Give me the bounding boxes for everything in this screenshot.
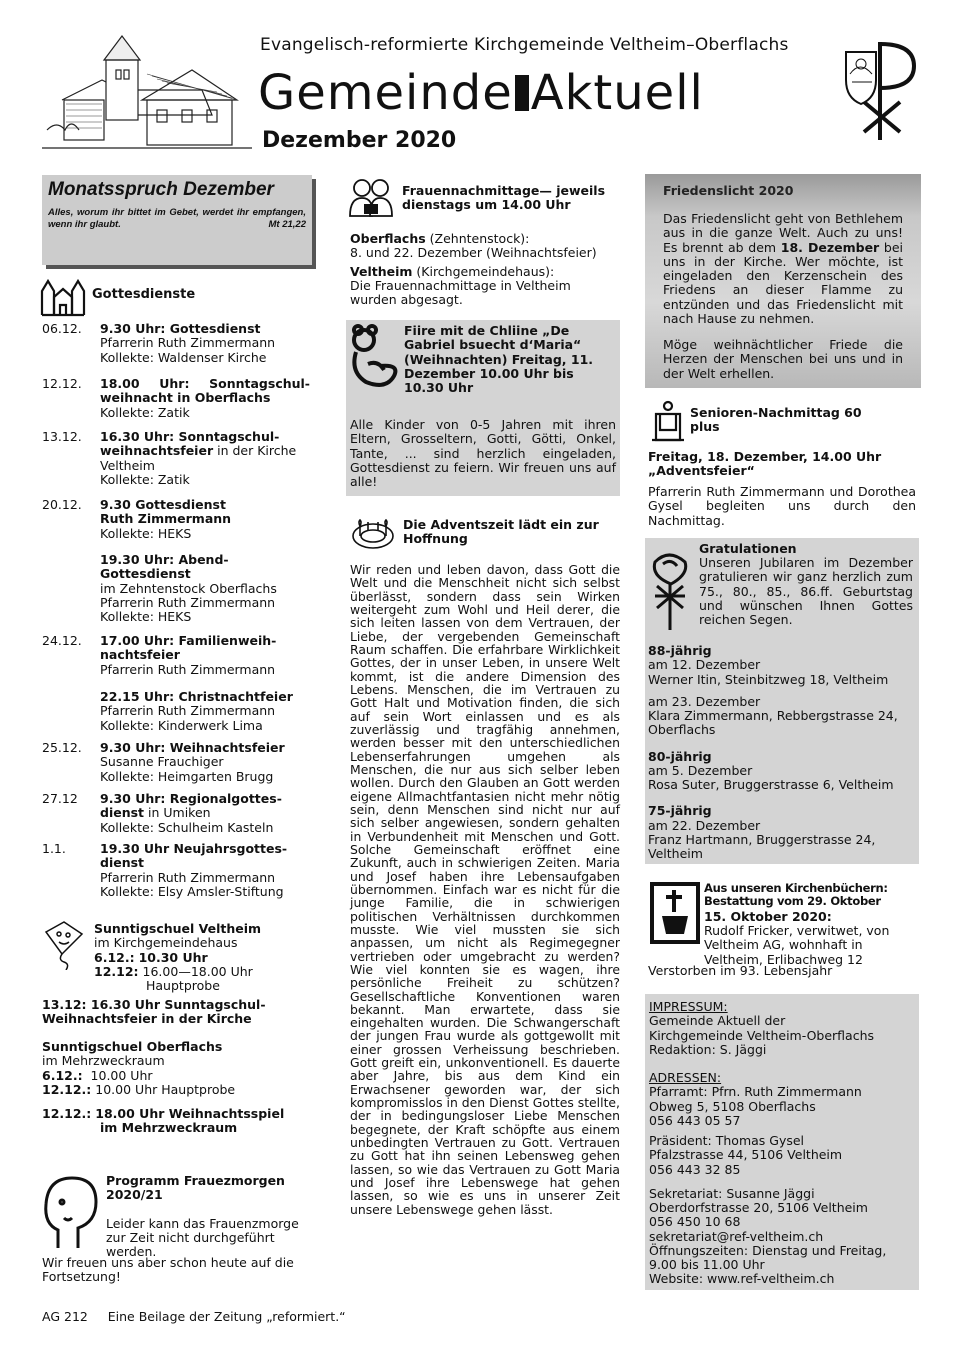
senioren-text: Pfarrerin Ruth Zimmermann und Dorothea Gysel begleiten uns durch den Nachmittag. bbox=[648, 484, 916, 528]
phone: 056 443 05 57 bbox=[649, 1112, 741, 1128]
event-line: Susanne Frauchiger bbox=[100, 754, 224, 770]
address-line: Oberdorfstrasse 20, 5106 Veltheim bbox=[649, 1200, 868, 1215]
event-item bbox=[42, 634, 314, 677]
event-item bbox=[42, 498, 314, 541]
jubilar-name: Franz Hartmann, Bruggerstrasse 24, Veltheim bbox=[648, 831, 876, 861]
time-value: 16.00—18.00 Uhr bbox=[142, 963, 253, 979]
event-item bbox=[42, 741, 314, 784]
jubilar-age: 75-jährig bbox=[648, 803, 712, 819]
event-title: 22.15 Uhr: Christnachtfeier bbox=[100, 689, 293, 704]
sunntigschuel-oberflachs bbox=[42, 1040, 314, 1136]
event-line: Kollekte: HEKS bbox=[100, 609, 192, 624]
event-date: 12.12. bbox=[42, 376, 82, 391]
event-title: Ruth Zimmermann bbox=[100, 511, 232, 527]
advent-text: Wir reden und leben davon, dass Gott die Welt und die Menschheit nicht sich selbst überlässt, sondern dass sein Wirken weitergeht zum Wohl und Heil derer, die sich leiten lassen von dem Vertrauen, der Liebe, der vergebenden Gemeinschaft Raum schaffen. Die erfahrbare Wirklichkeit Gottes, der in unser Leben, in unsere Welt kommt, ist die andere Dimension des Lebens. Menschen, die im Vertrauen zu Gott Halt und Motivation finden, die sich auf sein Wort einlassen und es als zuverlässig und tragfähig annehmen, werden besser mit den unterschiedlichen Lebenserfahrungen umgehen als Menschen, die nur aus sich selber leben wollen. Durch den Glauben an Gott werden eigene Allmachtfantasien nicht mehr nötig sein, denn Menschen sind nicht nur auf sich selber angewiesen, sondern gehalten in Verbundenheit mit Menschen und Gott. Solche Gemeinschaft eröffnet eine Zukunft, auch in schwierigen Zeiten. Maria und Josef haben ihre Lebensaufgaben übernommen. Einfach war es nicht für die junge Familie, die in schwierigen politischen Verhältnissen durchkommen musste. Wie viel mussten sie sich anpassen, um nicht als Regimegegner vertrieben oder umgebracht zu werden? Wie viel konnten sie es wagen, ihre persönliche Freiheit zu schützen? Gesellschaftliche Konventionen waren bekannt. Man erwartete, dass sie eingehalten wurden. Die Schwangerschaft der jungen Frau wurde als gottgewollt mit einer grossen Verheissung beschrieben. Gott greift ein, unkonventionell. Es dauerte aber Jahre, bis aus dem Kind ein Erwachsener geworden war, der sich kompromisslos in den Dienst Gottes stellte, der in bedingungsloser Liebe Menschen begegnete, der Kraft schöpfte aus einem unbedingten Vertrauen zu Gott. Vertrauen zu Gott hat ihn seinen Lebensweg gehen lassen, so wie das Vertrauen zu Gott Maria und Josef ihre Lebenswege hat gehen lassen, so wie es uns in unserer Zeit unsere Lebenswege gehen lässt. bbox=[350, 562, 620, 1217]
impressum-line: Redaktion: S. Jäggi bbox=[649, 1041, 767, 1057]
place-name: Oberflachs bbox=[350, 231, 426, 246]
jubilar-name: Werner Itin, Steinbitzweg 18, Veltheim bbox=[648, 671, 889, 687]
jubilar-date: am 22. Dezember bbox=[648, 817, 761, 833]
event-place: in Umiken bbox=[144, 805, 211, 821]
time-value: 10.00 Uhr bbox=[90, 1067, 153, 1083]
coffin-cross-icon bbox=[650, 882, 700, 947]
jubilar-name: Rosa Suter, Bruggerstrasse 6, Veltheim bbox=[648, 777, 894, 792]
website-link[interactable]: Website: www.ref-veltheim.ch bbox=[649, 1271, 835, 1287]
gratulationen-title: Gratulationen bbox=[699, 541, 797, 556]
friedenslicht-text2: Möge weihnächtlicher Friede die Herzen der Menschen bei uns und in der Welt erhellen. bbox=[663, 337, 903, 381]
impressum-line: Gemeinde Aktuell der bbox=[649, 1013, 786, 1029]
senioren-subtitle: „Adventsfeier“ bbox=[648, 463, 755, 478]
place-name: Veltheim bbox=[350, 263, 413, 279]
event-line: Pfarrerin Ruth Zimmermann bbox=[100, 661, 276, 677]
date-label: 12.12.: bbox=[42, 1106, 92, 1121]
time-value: 10.00 Uhr Hauptprobe bbox=[95, 1081, 236, 1097]
impressum-line: Kirchgemeinde Veltheim-Oberflachs bbox=[649, 1027, 875, 1043]
address-line: Pfalzstrasse 44, 5106 Veltheim bbox=[649, 1147, 843, 1163]
frauennachmittage-title: Frauennachmittage— jeweils dienstags um 14.00 Uhr bbox=[402, 183, 606, 213]
bible-ref: Mt 21,22 bbox=[268, 219, 306, 230]
impressum-heading: IMPRESSUM: bbox=[649, 999, 728, 1014]
event-place: in der Kirche Veltheim bbox=[100, 443, 297, 473]
event-line: Pfarrerin Ruth Zimmermann bbox=[100, 703, 276, 719]
address-line: Pfarramt: Pfrn. Ruth Zimmermann bbox=[649, 1084, 862, 1100]
death-record: Rudolf Fricker, verwitwet, von Veltheim AG, wohnhaft in Veltheim, Erlibachweg 12 bbox=[704, 923, 890, 967]
phone: 056 443 32 85 bbox=[649, 1161, 741, 1177]
place-location: (Kirchgemeindehaus): bbox=[412, 263, 555, 279]
frauezmorge-title: Programm Frauezmorgen 2020/21 bbox=[106, 1173, 285, 1203]
monatsspruch-box bbox=[42, 175, 312, 265]
sunntigschuel-title: Sunntigschuel Oberflachs bbox=[42, 1039, 223, 1054]
date-label: 6.12.: bbox=[94, 949, 135, 965]
address-line: Sekretariat: Susanne Jäggi bbox=[649, 1185, 815, 1201]
gratulationen-box bbox=[645, 538, 919, 864]
event-line: Kollekte: Zatik bbox=[100, 471, 190, 487]
event-title: 17.00 Uhr: Familienweih-nachtsfeier bbox=[100, 633, 277, 663]
date-label: 12.12: bbox=[94, 963, 139, 979]
gratulationen-text: Unseren Jubilaren im Dezember gratulieren wir ganz herzlich zum 75., 80., 85., 86.ff. Geburtstag und wünschen Ihnen Gottes reichen Segen. bbox=[699, 555, 913, 627]
event-date: 06.12. bbox=[42, 321, 82, 336]
senioren-date: Freitag, 18. Dezember, 14.00 Uhr bbox=[648, 449, 882, 464]
church-drawing bbox=[42, 30, 252, 158]
event-date: 1.1. bbox=[42, 841, 66, 856]
event-title: 19.30 Uhr: Abend-Gottesdienst bbox=[100, 552, 229, 582]
rose-icon bbox=[647, 546, 693, 635]
opening-hours: 9.00 bis 11.00 Uhr bbox=[649, 1257, 765, 1272]
event-date: 13.12. bbox=[42, 429, 82, 444]
ladies-icon bbox=[348, 176, 394, 221]
jubilar-date: am 5. Dezember bbox=[648, 762, 753, 778]
sunntigschuel-veltheim bbox=[94, 922, 314, 993]
event-line: Kollekte: Elsy Amsler-Stiftung bbox=[100, 883, 284, 899]
advent-title: Die Adventszeit lädt ein zur Hoffnung bbox=[403, 517, 599, 547]
event-title: 9.30 Uhr: Regionalgottes-dienst bbox=[100, 791, 282, 821]
jubilar-age: 88-jährig bbox=[648, 643, 712, 658]
jubilare-list bbox=[648, 644, 916, 861]
place-note: im Mehrzweckraum bbox=[100, 1120, 238, 1136]
church-logo bbox=[842, 32, 922, 144]
event-date: 25.12. bbox=[42, 740, 82, 755]
kirchenbuecher-text bbox=[704, 924, 914, 967]
email-link[interactable]: sekretariat@ref-veltheim.ch bbox=[649, 1228, 824, 1244]
fiire-title: Fiire mit de Chliine „De Gabriel bsuecht d‘Maria“ (Weihnachten) Freitag, 11. Dezember 10.00 Uhr bis 10.30 Uhr bbox=[404, 323, 594, 395]
advent-wreath-icon bbox=[350, 514, 396, 555]
date-label: 12.12.: bbox=[42, 1081, 92, 1097]
event-line: Kollekte: Heimgarten Brugg bbox=[100, 768, 274, 784]
newsletter-title: Gemeinde Aktuell bbox=[258, 65, 704, 121]
date-label: 6.12.: bbox=[42, 1067, 83, 1083]
frauezmorge-text2: Wir freuen uns aber schon heute auf die Fortsetzung! bbox=[42, 1255, 294, 1285]
event-item bbox=[42, 430, 314, 487]
event-title: 9.30 Uhr: Gottesdienst bbox=[100, 321, 261, 336]
event-title: 16.30 Uhr: Sonntagschul-weihnachtsfeier bbox=[100, 429, 280, 459]
address-line: Obweg 5, 5108 Oberflachs bbox=[649, 1098, 816, 1114]
jubilar-age: 80-jährig bbox=[648, 748, 712, 764]
event-date: 27.12 bbox=[42, 791, 78, 806]
event-line: Pfarrerin Ruth Zimmermann bbox=[100, 594, 276, 610]
event-item bbox=[42, 553, 314, 624]
head-icon bbox=[42, 1174, 100, 1253]
impressum-box bbox=[645, 994, 919, 1290]
opening-hours: Öffnungszeiten: Dienstag und Freitag, bbox=[649, 1242, 887, 1258]
gottesdienste-heading: Gottesdienste bbox=[92, 287, 196, 302]
sunntigschuel-place: im Kirchgemeindehaus bbox=[94, 935, 238, 951]
jubilar-name: Klara Zimmermann, Rebbergstrasse 24, Oberflachs bbox=[648, 708, 898, 738]
time-value: 10.30 Uhr bbox=[138, 949, 208, 965]
time-note: Hauptprobe bbox=[146, 978, 220, 993]
event-date: 20.12. bbox=[42, 497, 82, 512]
org-name: Evangelisch-reformierte Kirchgemeinde Veltheim–Oberflachs bbox=[260, 35, 789, 55]
event-date: 24.12. bbox=[42, 633, 82, 648]
monatsspruch-title: Monatsspruch Dezember bbox=[48, 179, 274, 200]
text-part: bei uns in der Kirche. Wer möchte, ist eingeladen den Kerzenschein des Friedens an dieser Flamme zu entzünden und das Friedenslicht mit nach Hause zu nehmen. bbox=[663, 239, 904, 326]
place-location: (Zehntenstock): bbox=[425, 231, 530, 246]
event-title: 19.30 Uhr Neujahrsgottes-dienst bbox=[100, 841, 288, 871]
footer bbox=[42, 1310, 346, 1324]
friedenslicht-box bbox=[645, 174, 921, 388]
event-item bbox=[42, 377, 314, 420]
event-item bbox=[42, 690, 314, 733]
event-title: 18.00 Uhr: Sonntagschul-weihnacht in Oberflachs bbox=[100, 376, 310, 406]
phone: 056 450 10 68 bbox=[649, 1214, 741, 1230]
time-value: 18.00 Uhr Weihnachtsspiel bbox=[95, 1106, 285, 1121]
event-line: Kollekte: Zatik bbox=[100, 404, 190, 420]
senior-icon bbox=[650, 400, 686, 445]
frauezmorge-box bbox=[106, 1174, 314, 1259]
church-icon bbox=[40, 275, 86, 320]
bear-icon bbox=[348, 324, 400, 393]
kirchenbuecher-text2: Verstorben im 93. Lebensjahr bbox=[648, 963, 833, 978]
event-title: 9.30 Gottesdienst bbox=[100, 497, 226, 512]
footer-text: Eine Beilage der Zeitung „reformiert.“ bbox=[107, 1309, 346, 1324]
address-line: Präsident: Thomas Gysel bbox=[649, 1133, 805, 1148]
event-item bbox=[42, 842, 314, 899]
event-line: Kollekte: Kinderwerk Lima bbox=[100, 717, 263, 733]
friedenslicht-text bbox=[663, 212, 903, 326]
friedenslicht-title: Friedenslicht 2020 bbox=[663, 183, 794, 198]
issue-date: Dezember 2020 bbox=[262, 128, 457, 153]
dates: 8. und 22. Dezember (Weihnachtsfeier) bbox=[350, 245, 597, 261]
event-line: im Zehntenstock Oberflachs bbox=[100, 580, 277, 596]
event-item bbox=[42, 792, 314, 835]
notice: Die Frauennachmittage in Veltheim wurden abgesagt. bbox=[350, 277, 571, 307]
sunntigschuel-place: im Mehrzweckraum bbox=[42, 1053, 165, 1069]
date-highlight: 18. Dezember bbox=[780, 239, 880, 255]
fiire-text: Alle Kinder von 0-5 Jahren mit ihren Eltern, Grosseltern, Gotti, Götti, Onkel, Tante, ... sind herzlich eingeladen, Gottesdienst zu feiern. Wir freuen uns auf alle! bbox=[350, 417, 616, 489]
kite-icon bbox=[42, 920, 86, 973]
jubilar-date: am 23. Dezember bbox=[648, 693, 761, 709]
adressen-heading: ADRESSEN: bbox=[649, 1070, 722, 1085]
sunntigschuel-title: Sunntigschuel Veltheim bbox=[94, 921, 262, 936]
event-line: Kollekte: HEKS bbox=[100, 525, 192, 541]
text-part: Das Friedenslicht geht von Bethlehem aus in die ganze Welt. Auch zu uns! Es brennt ab dem bbox=[663, 211, 903, 255]
monatsspruch-text: Alles, worum ihr bittet im Gebet, werdet ihr empfangen, wenn ihr glaubt. Mt 21,22 bbox=[48, 206, 306, 230]
kirchenbuecher-title: Aus unseren Kirchenbüchern: Bestattung vom 29. Oktober bbox=[704, 881, 888, 909]
frauezmorge-text: Leider kann das Frauenzmorge zur Zeit nicht durchgeführt werden. bbox=[106, 1215, 299, 1259]
jubilar-date: am 12. Dezember bbox=[648, 657, 761, 673]
kirchenbuecher-date: 15. Oktober 2020: bbox=[704, 909, 832, 924]
event-title: 9.30 Uhr: Weihnachtsfeier bbox=[100, 740, 285, 755]
event-line: Pfarrerin Ruth Zimmermann bbox=[100, 869, 276, 885]
event-line: Kollekte: Waldenser Kirche bbox=[100, 349, 267, 365]
sunntigschuel-feier: 13.12: 16.30 Uhr Sunntagschul-Weihnachtsfeier in der Kirche bbox=[42, 997, 266, 1027]
event-line: Pfarrerin Ruth Zimmermann bbox=[100, 335, 276, 351]
event-item bbox=[42, 322, 314, 365]
frauennachmittage-body bbox=[350, 232, 620, 307]
footer-code: AG 212 bbox=[42, 1309, 88, 1324]
fiire-box bbox=[346, 320, 620, 496]
event-line: Kollekte: Schulheim Kasteln bbox=[100, 819, 274, 835]
senioren-title: Senioren-Nachmittag 60 plus bbox=[690, 405, 862, 435]
